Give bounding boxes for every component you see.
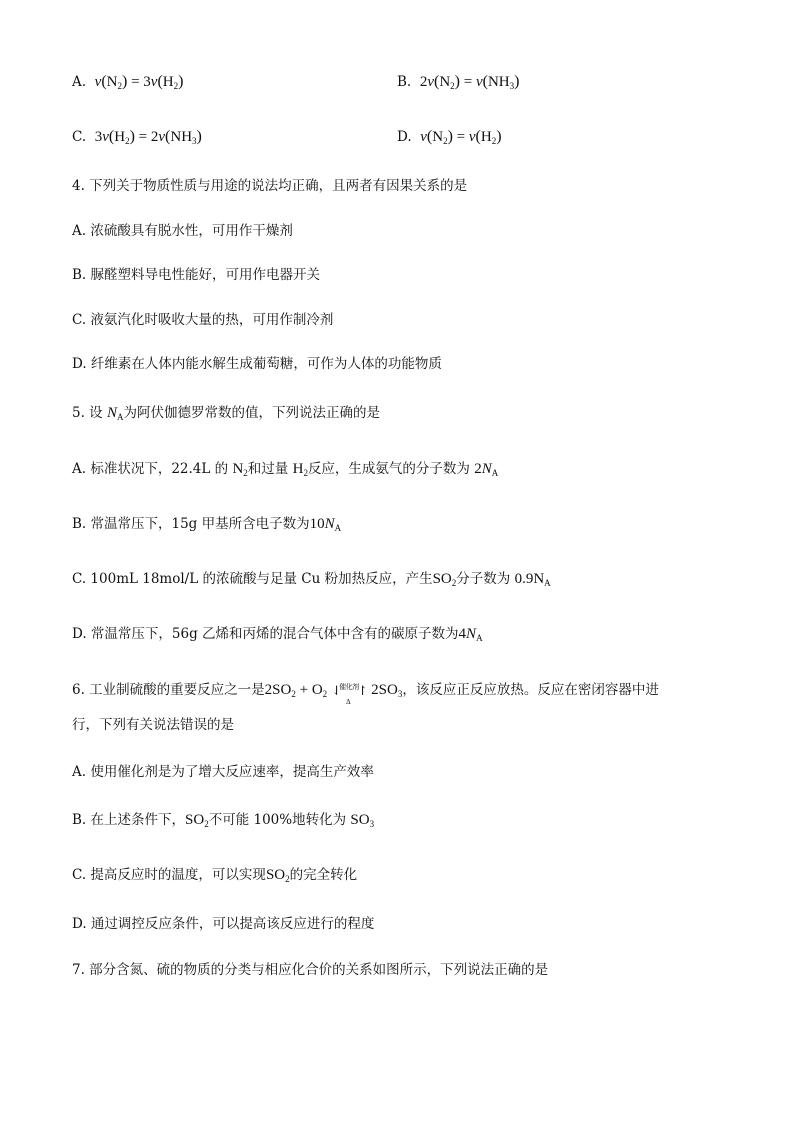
q3-option-a [72,73,183,91]
formula-2na: $2N_A$ [474,461,499,478]
q6-stem [72,681,659,706]
q5-option-b [72,515,341,533]
q6-option-d: D. 通过调控反应条件，可以提高该反应进行的程度 [72,916,375,932]
formula-h2: $H_2$ [292,461,308,478]
formula: $v(N_2) = v(H_2)$ [420,128,502,146]
reversible-arrow-icon: 催化剂 ⇃ ↾ Δ [329,682,369,700]
q3-option-d [397,128,502,146]
formula-0-9na: $0.9N_A$ [514,571,551,588]
q5-stem-post: 为阿伏伽德罗常数的值，下列说法正确的是 [123,405,380,421]
formula-so2: $SO_2$ [185,812,209,829]
q4-option-b: B. 脲醛塑料导电性能好，可用作电器开关 [72,267,321,283]
option-letter: D. [397,129,412,145]
q6-stem-post: ，该反应正反应放热。反应在密闭容器中进 [402,682,659,698]
catalyst-label: 催化剂 [339,682,359,691]
q5-option-a [72,460,498,478]
option-letter: A. [72,74,87,90]
q5-option-d [72,625,483,643]
option-letter: C. [72,129,87,145]
formula-n2: $N_2$ [232,461,248,478]
q5-c-post: 分子数为 [456,571,511,587]
formula: $3v(H_2) = 2v(NH_3)$ [94,128,202,146]
q4-option-a: A. 浓硫酸具有脱水性，可用作干燥剂 [72,223,293,239]
heat-label: Δ [346,697,351,706]
q6-c-post: 的完全转化 [289,867,358,883]
q5-option-c [72,570,551,588]
q5-d-pre: D. 常温常压下，56g 乙烯和丙烯的混合气体中含有的碳原子数为 [72,626,459,642]
formula-so3: $SO_3$ [350,812,375,829]
q6-option-a: A. 使用催化剂是为了增大反应速率，提高生产效率 [72,764,374,780]
q4-option-c: C. 液氨汽化时吸收大量的热，可用作制冷剂 [72,312,334,328]
q6-stem-pre: 6. 工业制硫酸的重要反应之一是 [72,682,265,698]
avogadro-symbol: $N_A$ [106,405,124,422]
q3-option-c [72,128,202,146]
q5-a-post: 反应，生成氨气的分子数为 [307,461,470,477]
formula-4na: $4N_A$ [458,626,483,643]
formula-10na: $10N_A$ [309,516,342,533]
equation: $2SO_2 + O_2$ 催化剂 ⇃ ↾ Δ $2SO_3$ [265,682,403,698]
q6-stem-line2: 行，下列有关说法错误的是 [72,717,234,733]
q5-stem [72,404,380,422]
q6-option-c [72,866,357,884]
formula: $v(N_2) = 3v(H_2)$ [94,73,184,91]
formula-so2: $SO_2$ [265,867,290,884]
q5-a-mid: 和过量 [247,461,289,477]
q5-c-pre: C. 100mL 18mol/L 的浓硫酸与足量 Cu 粉加热反应，产生 [72,571,433,587]
q3-option-b [397,73,519,91]
q6-b-pre: B. 在上述条件下， [72,812,186,828]
option-letter: B. [397,74,412,90]
q4-option-d: D. 纤维素在人体内能水解生成葡萄糖，可作为人体的功能物质 [72,356,442,372]
q4-stem: 4. 下列关于物质性质与用途的说法均正确，且两者有因果关系的是 [72,178,468,194]
q7-stem: 7. 部分含氮、硫的物质的分类与相应化合价的关系如图所示，下列说法正确的是 [72,962,549,978]
q5-stem-pre: 5. 设 [72,405,103,421]
q5-b-pre: B. 常温常压下，15g 甲基所含电子数为 [72,516,310,532]
q6-option-b [72,811,374,829]
formula-so2: $SO_2$ [432,571,457,588]
q6-c-pre: C. 提高反应时的温度，可以实现 [72,867,266,883]
q6-b-post: 不可能 100%地转化为 [208,812,347,828]
q5-a-pre: A. 标准状况下，22.4L 的 [72,461,229,477]
formula: $2v(N_2) = v(NH_3)$ [419,73,520,91]
